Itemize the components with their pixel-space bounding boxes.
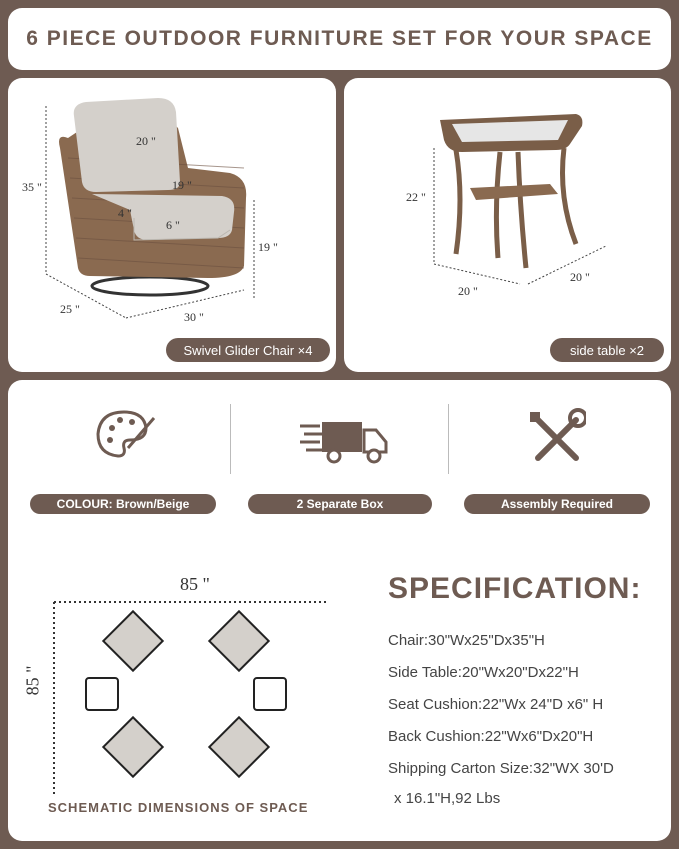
chair-depth-label: 25 " (60, 302, 80, 316)
tools-icon (526, 408, 586, 468)
spec-line: Seat Cushion:22"Wx 24"D x6" H (388, 696, 604, 713)
table-width-label: 20 " (458, 284, 478, 298)
chair-panel (8, 78, 336, 372)
details-panel (8, 380, 671, 841)
side-table-product-label: side table ×2 (550, 338, 664, 362)
spec-line: Chair:30"Wx25"Dx35"H (388, 632, 545, 649)
schematic-caption: SCHEMATIC DIMENSIONS OF SPACE (48, 800, 309, 815)
divider (448, 404, 449, 474)
side-table-panel (344, 78, 671, 372)
schematic-height-label: 85 " (22, 665, 43, 696)
side-table-illustration (344, 78, 671, 372)
spec-line: Side Table:20"Wx20"Dx22"H (388, 664, 579, 681)
chair-product-label: Swivel Glider Chair ×4 (166, 338, 330, 362)
divider (230, 404, 231, 474)
chair-seat-depth-label: 19 " (172, 178, 192, 192)
schematic-width-label: 85 " (180, 574, 210, 594)
chair-cushion-label: 6 " (166, 218, 180, 232)
chair-arm-label: 4 " (118, 206, 132, 220)
schematic-diagram (28, 576, 348, 816)
colour-feature-label: COLOUR: Brown/Beige (30, 494, 216, 514)
chair-width-label: 30 " (184, 310, 204, 324)
assembly-feature-label: Assembly Required (464, 494, 650, 514)
palette-icon (90, 404, 160, 464)
table-depth-label: 20 " (570, 270, 590, 284)
spec-line: Back Cushion:22"Wx6"Dx20"H (388, 728, 594, 745)
title-banner (8, 8, 671, 70)
delivery-truck-icon (298, 418, 388, 468)
page-title: 6 PIECE OUTDOOR FURNITURE SET FOR YOUR SPACE (26, 27, 653, 50)
chair-seat-height-label: 19 " (258, 240, 278, 254)
boxes-feature-label: 2 Separate Box (248, 494, 432, 514)
chair-back-label: 20 " (136, 134, 156, 148)
table-height-label: 22 " (406, 190, 426, 204)
specification-title: SPECIFICATION: (388, 572, 642, 605)
spec-line: x 16.1"H,92 Lbs (394, 790, 501, 807)
spec-line: Shipping Carton Size:32"WX 30'D (388, 760, 614, 777)
chair-height-label: 35 " (22, 180, 42, 194)
